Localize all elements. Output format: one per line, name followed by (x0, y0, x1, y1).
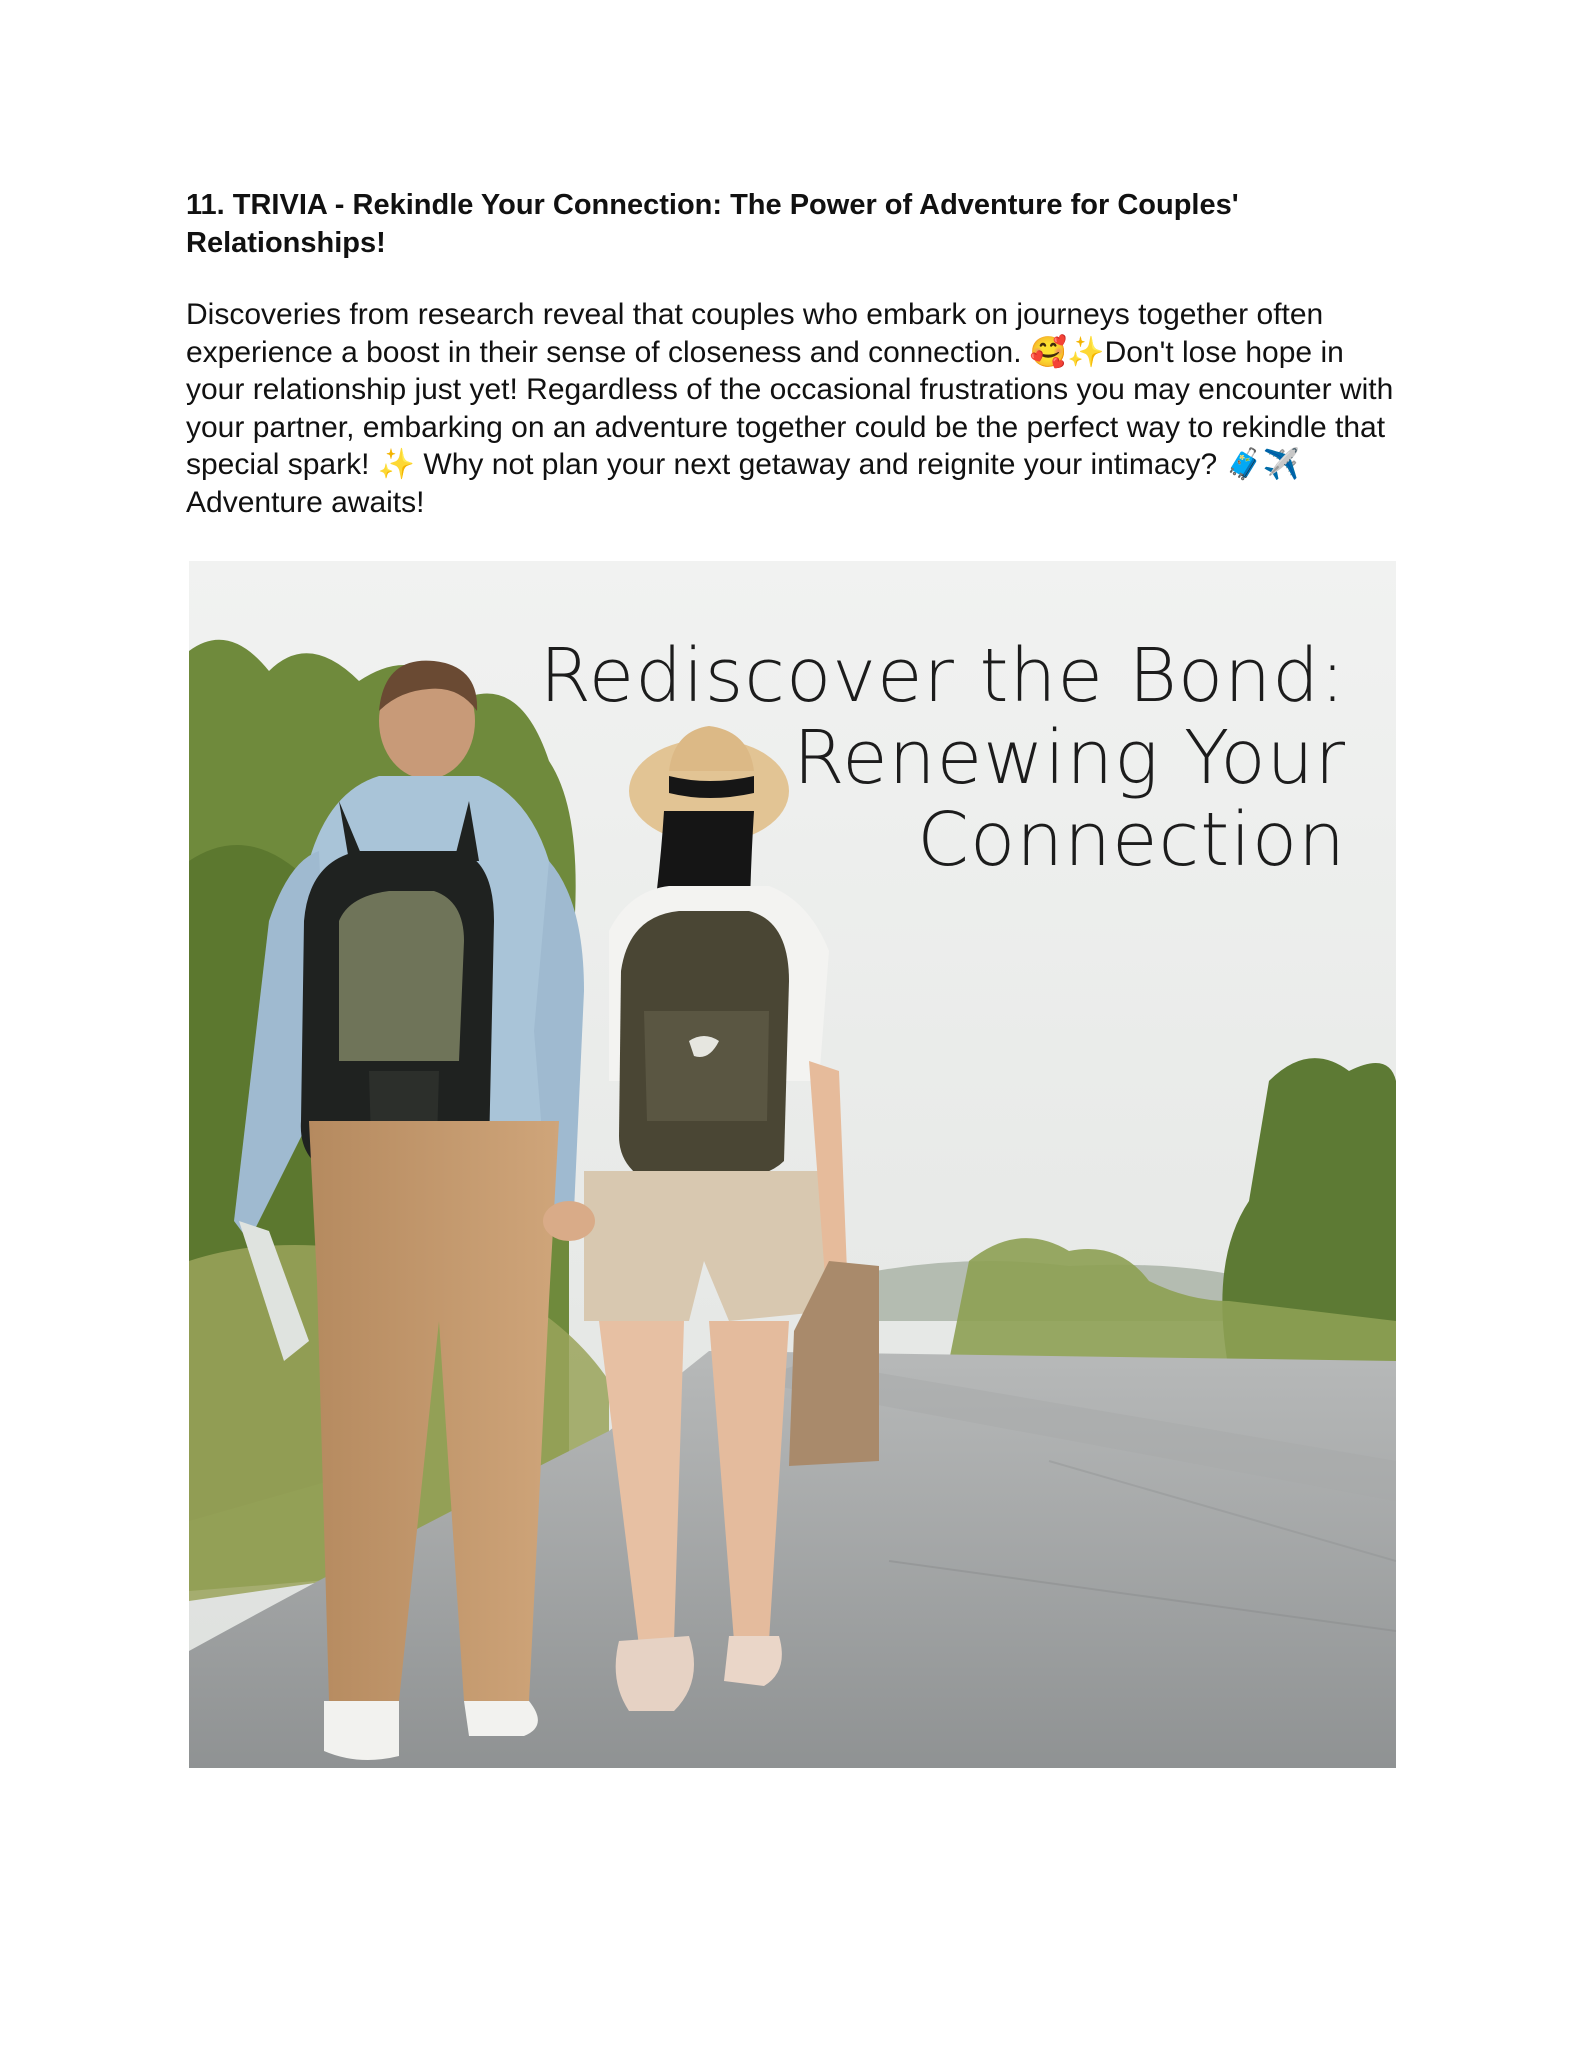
image-title-line1: Rediscover the Bond: (539, 633, 1346, 719)
image-title (446, 635, 1346, 881)
couple-walking-photo (189, 561, 1396, 1768)
image-title-line3: Connection (917, 797, 1346, 883)
article-heading-line1: 11. TRIVIA - Rekindle Your Connection: The Power of Adventure for Couples' (186, 189, 1239, 221)
article-heading (186, 186, 1386, 262)
image-title-line2: Renewing Your (793, 715, 1346, 801)
article-paragraph: Discoveries from research reveal that couples who embark on journeys together often experience a boost in their sense of closeness and connection. 🥰✨Don't lose hope in your relationship just yet! Regardless of the occasional frustrations you may encounter with your partner, embarking on an adventure together could be the perfect way to rekindle that special spark! ✨ Why not plan your next getaway and reignite your intimacy? 🧳✈️ Adventure awaits! (186, 298, 1394, 519)
article-heading-line2: Relationships! (186, 227, 386, 259)
